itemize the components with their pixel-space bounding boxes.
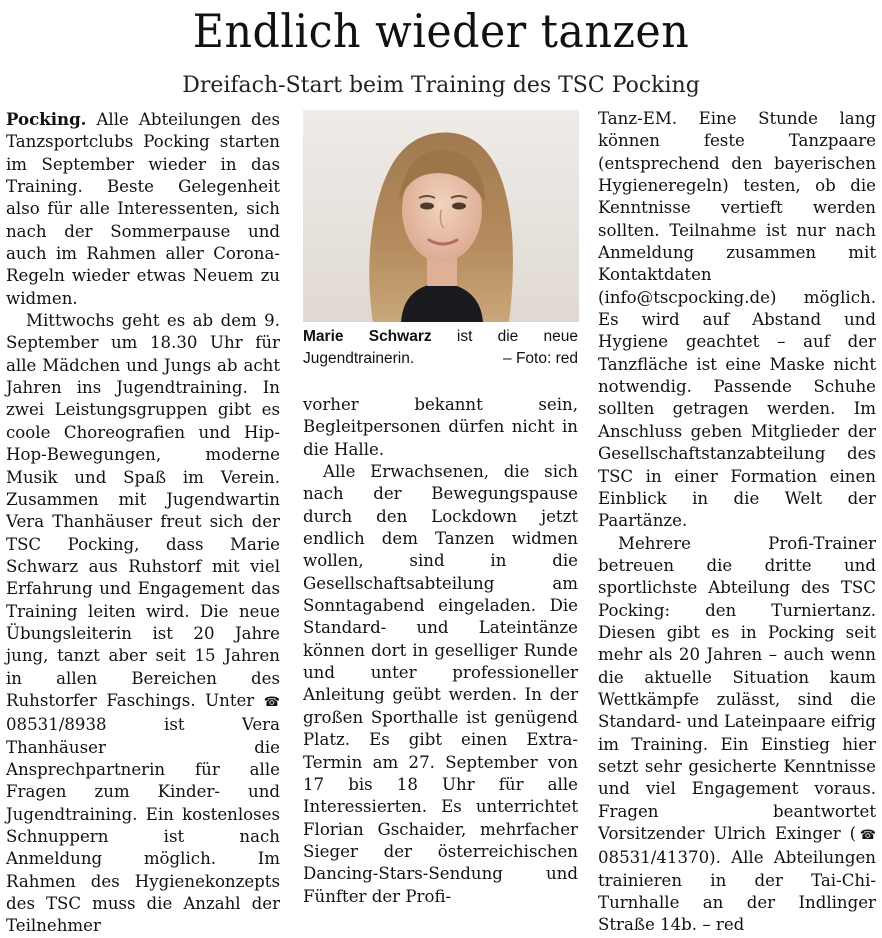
article-column-2 (303, 394, 578, 908)
photo-credit: – Foto: red (503, 350, 578, 367)
telephone-icon: ☎ (856, 828, 876, 843)
paragraph (598, 108, 876, 533)
subheadline: Dreifach-Start beim Training des TSC Pocking (182, 73, 700, 98)
paragraph (6, 108, 280, 310)
paragraph (303, 461, 578, 908)
paragraph-text: Mehrere Profi-Trainer betreuen die dritte und sportlichste Abteilung des TSC Pocking: den Turniertanz. Diesen gibt es in Pocking seit mehr als 20 Jahren – auch wenn die aktuelle Situation kaum Wettkämpfe zulässt, sind die Standard- und Lateinpaare eifrig im Training. Ein Einstieg hier setzt sehr gesicherte Kenntnisse und viel Engagement voraus. Fragen beantwortet Vorsitzender Ulrich Exinger ( (598, 533, 876, 843)
paragraph (598, 533, 876, 937)
caption-text: ist die neue Jugendtrainerin. (303, 328, 579, 367)
paragraph-text: vorher bekannt sein, Begleitpersonen dürfen nicht in die Halle. (303, 395, 578, 459)
phone-number: 08531/8938 (6, 715, 107, 735)
author-signoff: – red (702, 915, 745, 935)
paragraph-text: Mittwochs geht es ab dem 9. September um 18.30 Uhr für alle Mädchen und Jungs ab acht Jahren ins Jugendtraining. In zwei Leistungsgruppen gibt es coole Choreografien und Hip-Hop-Bewegungen, moderne Musik und Spaß im Verein. Zusammen mit Jugendwartin Vera Thanhäuser freut sich der TSC Pocking, dass Marie Schwarz aus Ruhstorf mit viel Erfahrung und Engagement das Training leiten wird. Die neue Übungsleiterin ist 20 Jahre jung, tanzt aber seit 15 Jahren in allen Bereichen des Ruhstorfer Faschings. Unter (6, 311, 280, 710)
paragraph (303, 394, 578, 461)
photo-caption (303, 326, 578, 370)
phone-number: 08531/41370 (598, 848, 710, 868)
telephone-icon: ☎ (263, 694, 280, 710)
paragraph (6, 310, 280, 938)
paragraph-text: ist Vera Thanhäuser die Ansprechpartnerin für alle Fragen zum Kinder- und Jugendtraining. Ein kostenloses Schnuppern ist nach Anmeldung möglich. Im Rahmen des Hygienekonzepts des TSC muss die Anzahl der Teilnehmer (6, 715, 281, 936)
caption-name: Marie Schwarz (303, 328, 432, 345)
paragraph-text: ). Alle Abteilungen trainieren in der Tai-Chi-Turnhalle an der Indlinger Straße 14b. (598, 848, 876, 935)
article-column-3 (598, 108, 876, 937)
paragraph-text: Alle Abteilungen des Tanzsportclubs Pocking starten im September wieder in das Training. Beste Gelegenheit also für alle Interessenten, sich nach der Sommerpause und auch im Rahmen aller Corona-Regeln wieder etwas Neuem zu widmen. (6, 110, 280, 308)
dateline: Pocking. (6, 109, 87, 129)
headline: Endlich wieder tanzen (192, 4, 690, 58)
portrait-photo (303, 110, 579, 322)
paragraph-text: Alle Erwachsenen, die sich nach der Bewegungspause durch den Lockdown jetzt endlich dem Tanzen widmen wollen, sind in die Gesellschaftsabteilung am Sonntagabend eingeladen. Die Standard- und Lateintänze können dort in geselliger Runde und unter professioneller Anleitung geübt werden. In der großen Sporthalle ist genügend Platz. Es gibt einen Extra-Termin am 27. September von 17 bis 18 Uhr für alle Interessierten. Es unterrichtet Florian Gschaider, mehrfacher Sieger der österreichischen Dancing-Stars-Sendung und Fünfter der Profi- (303, 462, 578, 906)
article-column-1 (6, 108, 280, 938)
portrait-image (303, 110, 579, 322)
paragraph-text: Tanz-EM. Eine Stunde lang können feste Tanzpaare (entsprechend den bayerischen Hygieneregeln) testen, ob die Kenntnisse vertieft werden sollten. Teilnahme ist nur nach Anmeldung zusammen mit Kontaktdaten (info@tscpocking.de) möglich. Es wird auf Abstand und Hygiene geachtet – auf der Tanzfläche ist eine Maske nicht notwendig. Passende Schuhe sollten getragen werden. Im Anschluss geben Mitglieder der Gesellschaftstanzabteilung des TSC in einer Formation einen Einblick in die Welt der Paartänze. (598, 109, 876, 531)
